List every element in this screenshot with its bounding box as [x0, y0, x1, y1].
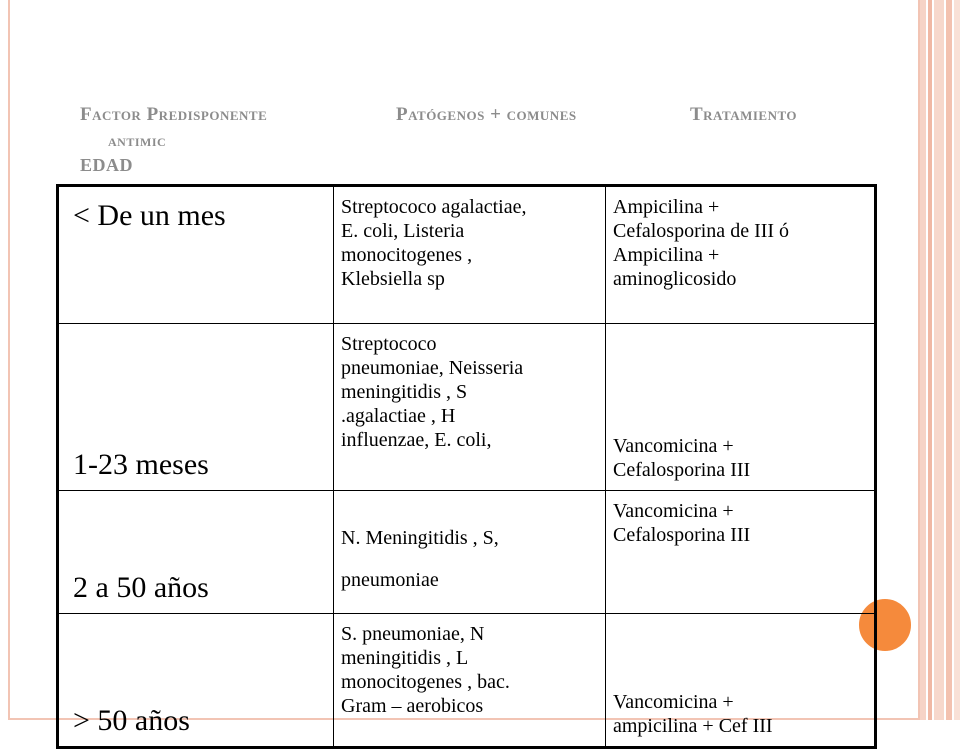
treatment-cell [606, 614, 876, 748]
treatment-line: Ampicilina + [613, 244, 720, 266]
age-cell [58, 614, 334, 748]
pathogen-line: Gram – aerobicos [341, 695, 484, 717]
treatment-cell [606, 186, 876, 324]
pathogen-line: Klebsiella sp [341, 268, 445, 290]
pathogen-line: N. Meningitidis , S, [341, 527, 499, 549]
pathogen-line: monocitogenes , [341, 244, 473, 266]
treatment-line: Vancomicina + [613, 500, 734, 522]
treatment-line: Vancomicina + [613, 435, 734, 457]
pathogens-cell [334, 186, 606, 324]
treatment-line: Ampicilina + [613, 196, 720, 218]
decorative-band [954, 0, 960, 720]
title-col1: Factor Predisponente [80, 104, 268, 125]
age-label: 1-23 meses [73, 448, 209, 481]
title-col2: Patógenos + comunes [396, 104, 577, 125]
title-row-label: EDAD [80, 155, 134, 175]
decorative-band [946, 0, 952, 720]
age-cell [58, 491, 334, 614]
treatment-line: Cefalosporina III [613, 524, 751, 546]
table-row [58, 614, 876, 748]
treatment-cell [606, 324, 876, 491]
treatment-line: Cefalosporina de III ó [613, 220, 790, 242]
pathogen-line: meningitidis , S [341, 381, 468, 403]
pathogen-line: S. pneumoniae, N [341, 623, 485, 645]
age-label: < De un mes [73, 199, 226, 232]
table-row [58, 186, 876, 324]
pathogens-cell [334, 491, 606, 614]
title-col3: Tratamiento [690, 104, 798, 125]
treatment-line: Vancomicina + [613, 691, 734, 713]
age-cell [58, 324, 334, 491]
treatment-line: Cefalosporina III [613, 459, 751, 481]
title-col3-continued: antimic [108, 131, 167, 150]
meningitis-treatment-table [56, 184, 877, 749]
treatment-line: aminoglicosido [613, 268, 737, 290]
pathogens-cell [334, 324, 606, 491]
pathogen-line: pneumoniae, Neisseria [341, 357, 524, 379]
table-row [58, 324, 876, 491]
treatment-line: ampicilina + Cef III [613, 715, 773, 737]
pathogen-line: pneumoniae [341, 569, 439, 591]
pathogen-line: Streptococo agalactiae, [341, 196, 527, 218]
age-cell [58, 186, 334, 324]
age-label: > 50 años [73, 704, 190, 737]
pathogen-line: Streptococo [341, 333, 437, 355]
pathogen-line: E. coli, Listeria [341, 220, 465, 242]
decorative-band [934, 0, 944, 720]
decorative-band [920, 0, 926, 720]
decorative-band [928, 0, 932, 720]
pathogen-line: monocitogenes , bac. [341, 671, 510, 693]
age-label: 2 a 50 años [73, 571, 209, 604]
pathogen-line: .agalactiae , H [341, 405, 456, 427]
treatment-cell [606, 491, 876, 614]
table-row [58, 491, 876, 614]
pathogen-line: influenzae, E. coli, [341, 429, 492, 451]
pathogen-line: meningitidis , L [341, 647, 469, 669]
pathogens-cell [334, 614, 606, 748]
